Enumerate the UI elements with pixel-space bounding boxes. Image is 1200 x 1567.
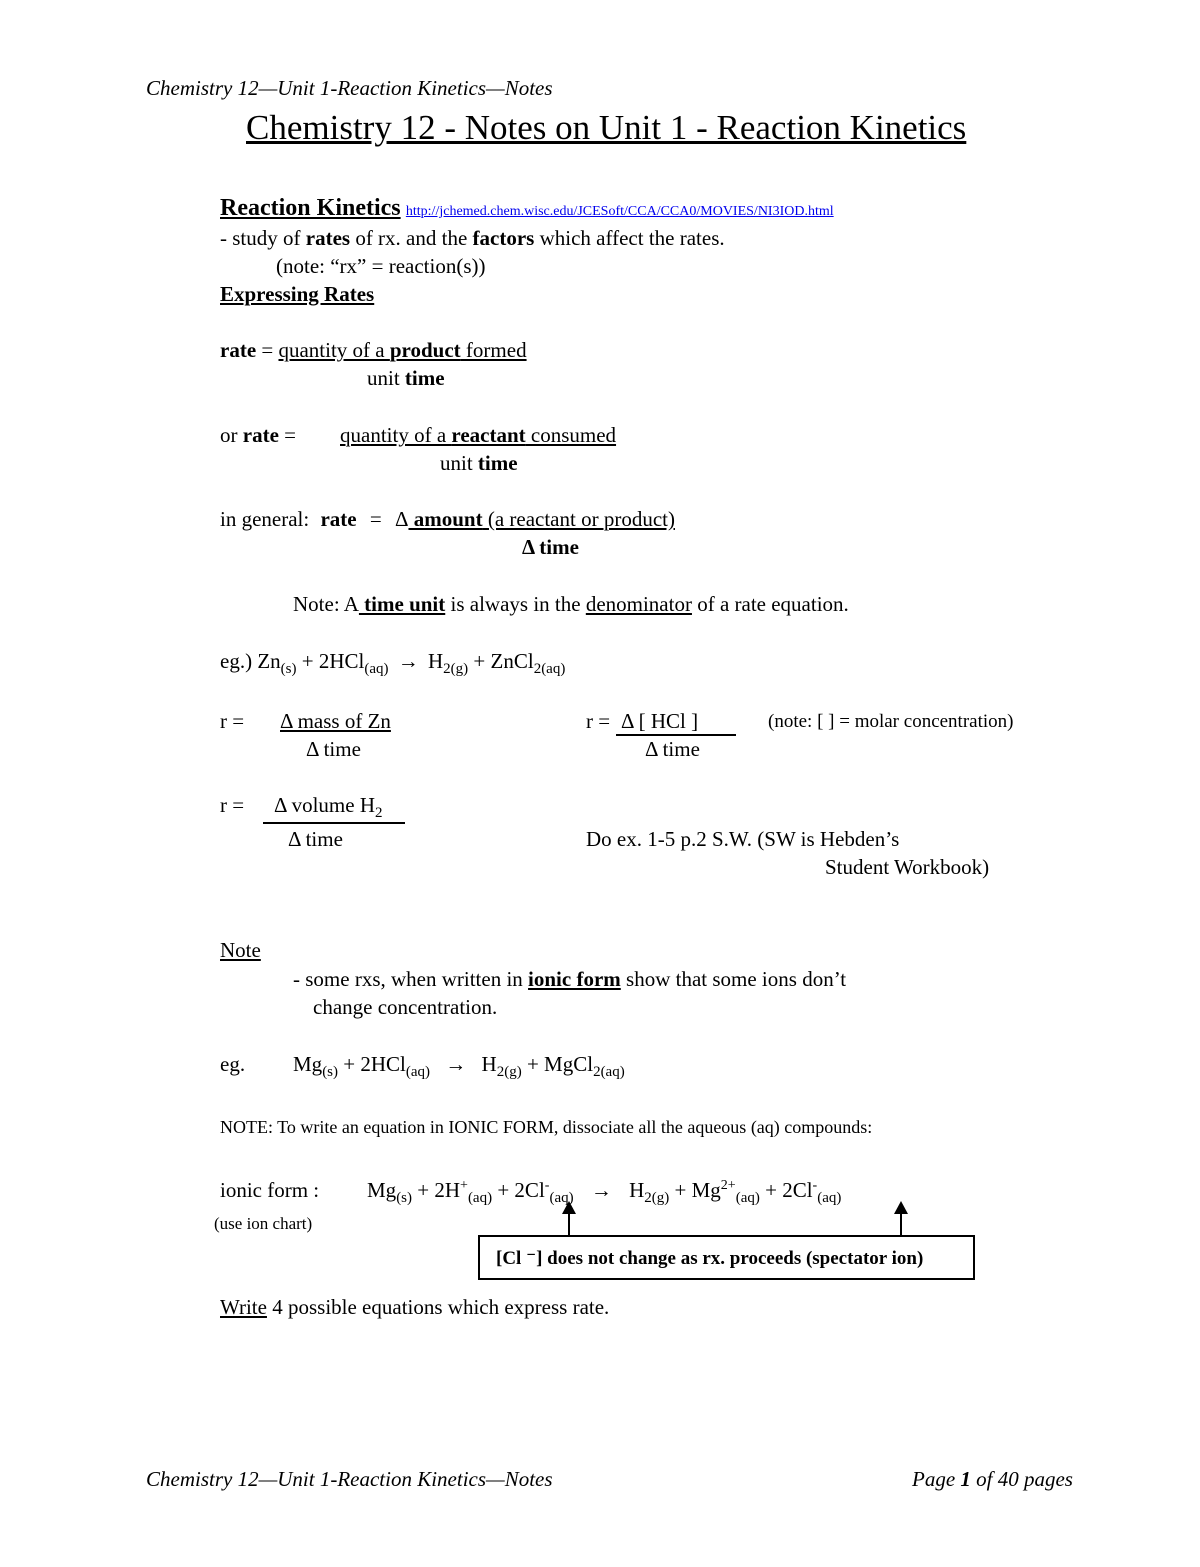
- ionic-form-label: ionic form :: [220, 1178, 320, 1202]
- rate-zn-numerator: Δ mass of Zn: [280, 709, 391, 733]
- rate-denominator: unit time: [367, 366, 445, 390]
- exercise-reference: Do ex. 1-5 p.2 S.W. (SW is Hebden’s: [586, 827, 900, 851]
- rate-volume-numerator: Δ volume $H_2$: [274, 793, 383, 821]
- rate-numerator-reactant: quantity of a reactant consumed: [340, 423, 617, 447]
- ionic-equation: $Mg_{(s)} + 2H^+_{(aq)} + 2Cl^-_{(aq)} \to H_{2(g)} + Mg^{2+}_{(aq)} + 2Cl^-_{(aq)}$: [367, 1178, 842, 1206]
- running-footer: Chemistry 12—Unit 1-Reaction Kinetics—Notes: [146, 1467, 553, 1491]
- rate-formula-product: [220, 340, 527, 361]
- page-title: Chemistry 12 - Notes on Unit 1 - Reaction Kinetics: [246, 108, 967, 147]
- ionic-form-instruction: NOTE: To write an equation in IONIC FORM, dissociate all the aqueous (aq) compounds:: [220, 1117, 873, 1137]
- definition-line: [220, 228, 725, 249]
- rate-general-formula: in general: rate = Δ amount (a reactant or product): [220, 507, 675, 531]
- rate-label-r2: r =: [586, 709, 611, 733]
- rate-label-r1: r =: [220, 709, 245, 733]
- spectator-ion-callout: [478, 1235, 975, 1280]
- closing-instruction: Write 4 possible equations which express rate.: [220, 1295, 610, 1319]
- example-label-mg: eg.: [220, 1052, 246, 1076]
- molar-concentration-note: (note: [ ] = molar concentration): [768, 711, 1014, 732]
- rate-volume-denominator: Δ time: [288, 827, 343, 851]
- section-heading-reaction-kinetics: Reaction Kinetics: [220, 195, 401, 221]
- definition-factors: factors: [472, 226, 535, 250]
- rx-note: (note: “rx” = reaction(s)): [276, 254, 486, 278]
- definition-text: - study of: [220, 226, 306, 250]
- rate-denominator-reactant: unit time: [440, 451, 518, 475]
- section-heading-reaction-kinetics-row: [220, 196, 834, 220]
- section-heading-note: Note: [220, 938, 261, 962]
- fraction-bar: [616, 734, 736, 736]
- definition-rates: rates: [305, 226, 351, 250]
- rate-label: rate: [220, 338, 257, 362]
- arrow-shaft: [900, 1213, 902, 1236]
- equals-sign: =: [256, 338, 279, 362]
- example-equation-zinc: eg.) $Zn_{(s)} + 2HCl_{(aq)} \to H_{2(g)}$ + ZnCl$_{2(aq)}$: [220, 649, 566, 677]
- rate-label-r3: r =: [220, 793, 245, 817]
- definition-text: of rx. and the: [350, 226, 473, 250]
- rate-numerator: quantity of a product formed: [278, 338, 527, 362]
- rate-hcl-numerator: Δ [ HCl ]: [621, 709, 699, 733]
- arrow-shaft: [568, 1213, 570, 1236]
- time-unit-note: Note: A time unit is always in the denominator of a rate equation.: [293, 592, 849, 616]
- page-number: Page 1 of 40 pages: [912, 1467, 1073, 1491]
- exercise-reference-line2: Student Workbook): [825, 855, 990, 879]
- ionic-form-note: - some rxs, when written in ionic form show that some ions don’t: [293, 967, 847, 991]
- ion-chart-hint: (use ion chart): [214, 1214, 313, 1233]
- fraction-bar: [263, 822, 405, 824]
- section-heading-expressing-rates: Expressing Rates: [220, 282, 375, 306]
- rate-zn-denominator: Δ time: [306, 737, 361, 761]
- example-equation-magnesium: $Mg_{(s)} + 2HCl_{(aq)} \to H_{2(g)}$ + MgCl$_{2(aq)}$: [293, 1052, 625, 1080]
- running-header: Chemistry 12—Unit 1-Reaction Kinetics—Notes: [146, 76, 553, 100]
- rate-formula-reactant: or rate =: [220, 423, 296, 447]
- definition-text: which affect the rates.: [534, 226, 725, 250]
- rate-general-denominator: Δ time: [522, 535, 579, 559]
- rate-hcl-denominator: Δ time: [645, 737, 700, 761]
- reference-link[interactable]: http://jchemed.chem.wisc.edu/JCESoft/CCA/CCA0/MOVIES/NI3IOD.html: [405, 204, 834, 219]
- ionic-form-note-line2: change concentration.: [313, 995, 498, 1019]
- spectator-ion-text: [Cl ⁻] does not change as rx. proceeds (spectator ion): [496, 1248, 924, 1269]
